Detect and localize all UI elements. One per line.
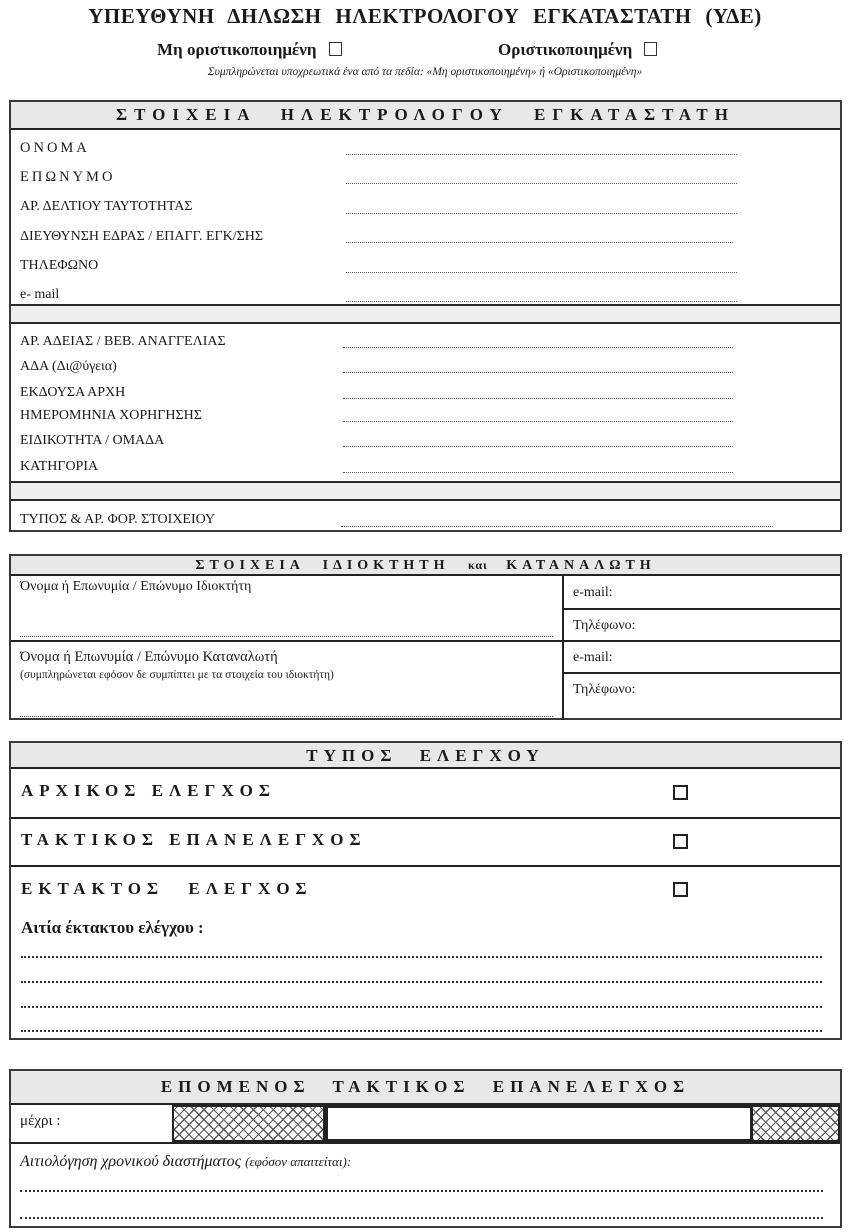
extraordinary-reason-line[interactable] <box>21 981 822 983</box>
justification-line[interactable] <box>20 1217 823 1219</box>
owner-name-label: Όνομα ή Επωνυμία / Επώνυμο Ιδιοκτήτη <box>20 579 252 594</box>
field-input-issue-date[interactable] <box>343 421 733 422</box>
justification-label-note: (εφόσον απαιτείται): <box>245 1154 352 1169</box>
owner-header-main: ΣΤΟΙΧΕΙΑ ΙΔΙΟΚΤΗΤΗ <box>195 558 450 573</box>
owner-section <box>9 554 842 720</box>
consumer-name-input[interactable] <box>20 716 553 717</box>
section-divider <box>11 304 840 324</box>
field-input-body-type[interactable] <box>341 526 773 527</box>
inspection-section-header: ΤΥΠΟΣ ΕΛΕΓΧΟΥ <box>11 743 840 769</box>
status-finalized[interactable] <box>498 40 657 60</box>
extraordinary-reason-line[interactable] <box>21 956 822 958</box>
field-label-email: e- mail <box>20 287 60 302</box>
inspection-initial-checkbox[interactable] <box>673 785 688 800</box>
next-inspection-header: ΕΠΟΜΕΝΟΣ ΤΑΚΤΙΚΟΣ ΕΠΑΝΕΛΕΓΧΟΣ <box>11 1071 840 1105</box>
inspection-section <box>9 741 842 1040</box>
field-label-name: ΟΝΟΜΑ <box>20 140 90 156</box>
field-label-ada: ΑΔΑ (Δι@ύγεια) <box>20 359 117 374</box>
column-divider <box>562 576 564 720</box>
field-label-surname: ΕΠΩΝΥΜΟ <box>20 169 116 185</box>
consumer-note: (συμπληρώνεται εφόσον δε συμπίπτει με τα στοιχεία του ιδιοκτήτη) <box>20 669 334 681</box>
inspection-extraordinary-label: ΕΚΤΑΚΤΟΣ ΕΛΕΓΧΟΣ <box>21 879 313 898</box>
status-finalized-label: Οριστικοποιημένη <box>498 40 633 59</box>
extraordinary-reason-label: Αιτία έκτακτου ελέγχου : <box>21 918 204 937</box>
field-label-id-card: ΑΡ. ΔΕΛΤΙΟΥ ΤΑΥΤΟΤΗΤΑΣ <box>20 199 193 214</box>
field-label-category: ΚΑΤΗΓΟΡΙΑ <box>20 459 99 474</box>
row-divider <box>564 672 840 674</box>
justification-label <box>20 1153 351 1171</box>
status-not-finalized-checkbox[interactable] <box>329 42 342 56</box>
consumer-name-label: Όνομα ή Επωνυμία / Επώνυμο Καταναλωτή <box>20 649 278 665</box>
owner-header-end: ΚΑΤΑΝΑΛΩΤΗ <box>506 558 656 573</box>
row-divider <box>11 817 840 819</box>
justification-label-main: Αιτιολόγηση χρονικού διαστήματος <box>20 1153 242 1170</box>
owner-section-header <box>11 556 840 576</box>
inspection-extraordinary-checkbox[interactable] <box>673 882 688 897</box>
field-label-address: ΔΙΕΥΘΥΝΣΗ ΕΔΡΑΣ / ΕΠΑΓΓ. ΕΓΚ/ΣΗΣ <box>20 229 264 244</box>
field-label-issuing-authority: ΕΚΔΟΥΣΑ ΑΡΧΗ <box>20 385 126 400</box>
field-label-phone: ΤΗΛΕΦΩΝΟ <box>20 258 99 273</box>
field-input-ada[interactable] <box>343 372 733 373</box>
field-input-surname[interactable] <box>346 183 737 184</box>
field-input-name[interactable] <box>346 154 737 155</box>
inspection-initial-label: ΑΡΧΙΚΟΣ ΕΛΕΓΧΟΣ <box>21 781 276 800</box>
owner-phone-label[interactable]: Τηλέφωνο: <box>573 618 636 633</box>
field-input-phone[interactable] <box>346 272 737 273</box>
hatched-cell <box>172 1105 325 1142</box>
status-finalized-checkbox[interactable] <box>644 42 657 56</box>
installer-section-header: ΣΤΟΙΧΕΙΑ ΗΛΕΚΤΡΟΛΟΓΟΥ ΕΓΚΑΤΑΣΤΑΤΗ <box>11 102 840 130</box>
status-options <box>0 40 850 64</box>
extraordinary-reason-line[interactable] <box>21 1030 822 1032</box>
field-input-issuing-authority[interactable] <box>343 398 733 399</box>
until-label: μέχρι : <box>20 1113 61 1129</box>
inspection-periodic-checkbox[interactable] <box>673 834 688 849</box>
row-divider <box>11 865 840 867</box>
field-label-body-type: ΤΥΠΟΣ & ΑΡ. ΦΟΡ. ΣΤΟΙΧΕΙΟΥ <box>20 512 216 527</box>
field-input-specialty[interactable] <box>343 446 733 447</box>
field-label-license-number: ΑΡ. ΑΔΕΙΑΣ / ΒΕΒ. ΑΝΑΓΓΕΛΙΑΣ <box>20 334 226 349</box>
until-date-input[interactable] <box>325 1105 753 1142</box>
installer-section <box>9 100 842 532</box>
justification-line[interactable] <box>20 1190 823 1192</box>
row-divider <box>11 1142 840 1144</box>
extraordinary-reason-line[interactable] <box>21 1006 822 1008</box>
row-divider <box>11 640 840 642</box>
owner-name-input[interactable] <box>20 636 553 637</box>
consumer-email-label[interactable]: e-mail: <box>573 650 613 665</box>
field-input-address[interactable] <box>346 242 733 243</box>
hatched-cell <box>751 1105 840 1142</box>
page-title: ΥΠΕΥΘΥΝΗ ΔΗΛΩΣΗ ΗΛΕΚΤΡΟΛΟΓΟΥ ΕΓΚΑΤΑΣΤΑΤΗ (ΥΔΕ) <box>88 4 762 28</box>
row-divider <box>564 608 840 610</box>
field-input-license-number[interactable] <box>343 347 733 348</box>
status-note: Συμπληρώνεται υποχρεωτικά ένα από τα πεδία: «Μη οριστικοποιημένη» ή «Οριστικοποιημένη» <box>207 66 643 78</box>
field-input-email[interactable] <box>346 301 737 302</box>
status-not-finalized[interactable] <box>157 40 342 60</box>
section-divider <box>11 481 840 501</box>
consumer-phone-label[interactable]: Τηλέφωνο: <box>573 682 636 697</box>
next-inspection-section <box>9 1069 842 1228</box>
inspection-periodic-label: ΤΑΚΤΙΚΟΣ ΕΠΑΝΕΛΕΓΧΟΣ <box>21 830 367 849</box>
field-label-issue-date: ΗΜΕΡΟΜΗΝΙΑ ΧΟΡΗΓΗΣΗΣ <box>20 408 202 423</box>
field-input-category[interactable] <box>343 472 733 473</box>
field-input-id-card[interactable] <box>346 213 737 214</box>
status-not-finalized-label: Μη οριστικοποιημένη <box>157 40 317 59</box>
owner-header-join: και <box>468 558 488 572</box>
field-label-specialty: ΕΙΔΙΚΟΤΗΤΑ / ΟΜΑΔΑ <box>20 433 165 448</box>
owner-email-label[interactable]: e-mail: <box>573 585 613 600</box>
